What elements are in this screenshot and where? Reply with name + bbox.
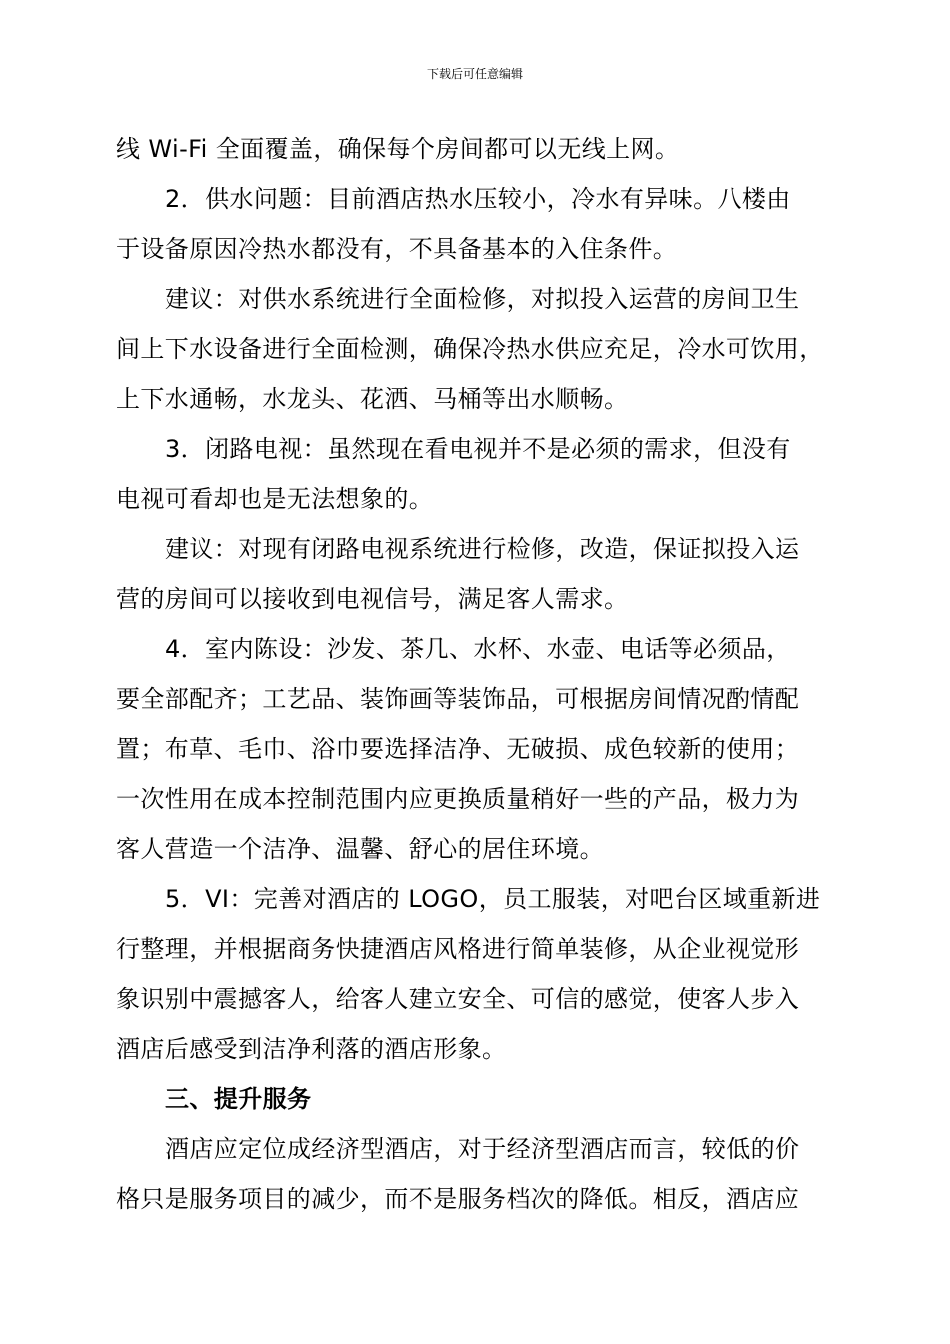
- text-line: 2．供水问题：目前酒店热水压较小，冷水有异味。八楼由: [165, 185, 791, 213]
- text-line: 一次性用在成本控制范围内应更换质量稍好一些的产品，极力为: [116, 785, 800, 813]
- text-line: 线 Wi-Fi 全面覆盖，确保每个房间都可以无线上网。: [116, 135, 680, 163]
- text-line: 酒店应定位成经济型酒店，对于经济型酒店而言，较低的价: [165, 1135, 800, 1163]
- text-line: 建议：对现有闭路电视系统进行检修，改造，保证拟投入运: [165, 535, 800, 563]
- text-line: 客人营造一个洁净、温馨、舒心的居住环境。: [116, 835, 604, 863]
- text-line: 酒店后感受到洁净利落的酒店形象。: [116, 1035, 507, 1063]
- text-line: 3．闭路电视：虽然现在看电视并不是必须的需求，但没有: [165, 435, 791, 463]
- text-line: 于设备原因冷热水都没有，不具备基本的入住条件。: [116, 235, 678, 263]
- text-line: 建议：对供水系统进行全面检修，对拟投入运营的房间卫生: [165, 285, 800, 313]
- text-line: 置；布草、毛巾、浴巾要选择洁净、无破损、成色较新的使用；: [116, 735, 800, 763]
- text-line: 象识别中震撼客人，给客人建立安全、可信的感觉，使客人步入: [116, 985, 800, 1013]
- text-line: 电视可看却也是无法想象的。: [116, 485, 434, 513]
- text-line: 间上下水设备进行全面检测，确保冷热水供应充足，冷水可饮用，: [116, 335, 824, 363]
- section-heading: 三、提升服务: [165, 1085, 312, 1113]
- text-line: 行整理，并根据商务快捷酒店风格进行简单装修，从企业视觉形: [116, 935, 800, 963]
- text-line: 5．VI：完善对酒店的 LOGO，员工服装，对吧台区域重新进: [165, 885, 821, 913]
- page-header-note: 下载后可任意编辑: [426, 67, 523, 81]
- text-line: 4．室内陈设：沙发、茶几、水杯、水壶、电话等必须品，: [165, 635, 791, 663]
- text-line: 要全部配齐；工艺品、装饰画等装饰品，可根据房间情况酌情配: [116, 685, 800, 713]
- text-line: 格只是服务项目的减少，而不是服务档次的降低。相反，酒店应: [116, 1185, 800, 1213]
- text-line: 营的房间可以接收到电视信号，满足客人需求。: [116, 585, 629, 613]
- text-line: 上下水通畅，水龙头、花洒、马桶等出水顺畅。: [116, 385, 629, 413]
- document-body: [116, 124, 840, 1224]
